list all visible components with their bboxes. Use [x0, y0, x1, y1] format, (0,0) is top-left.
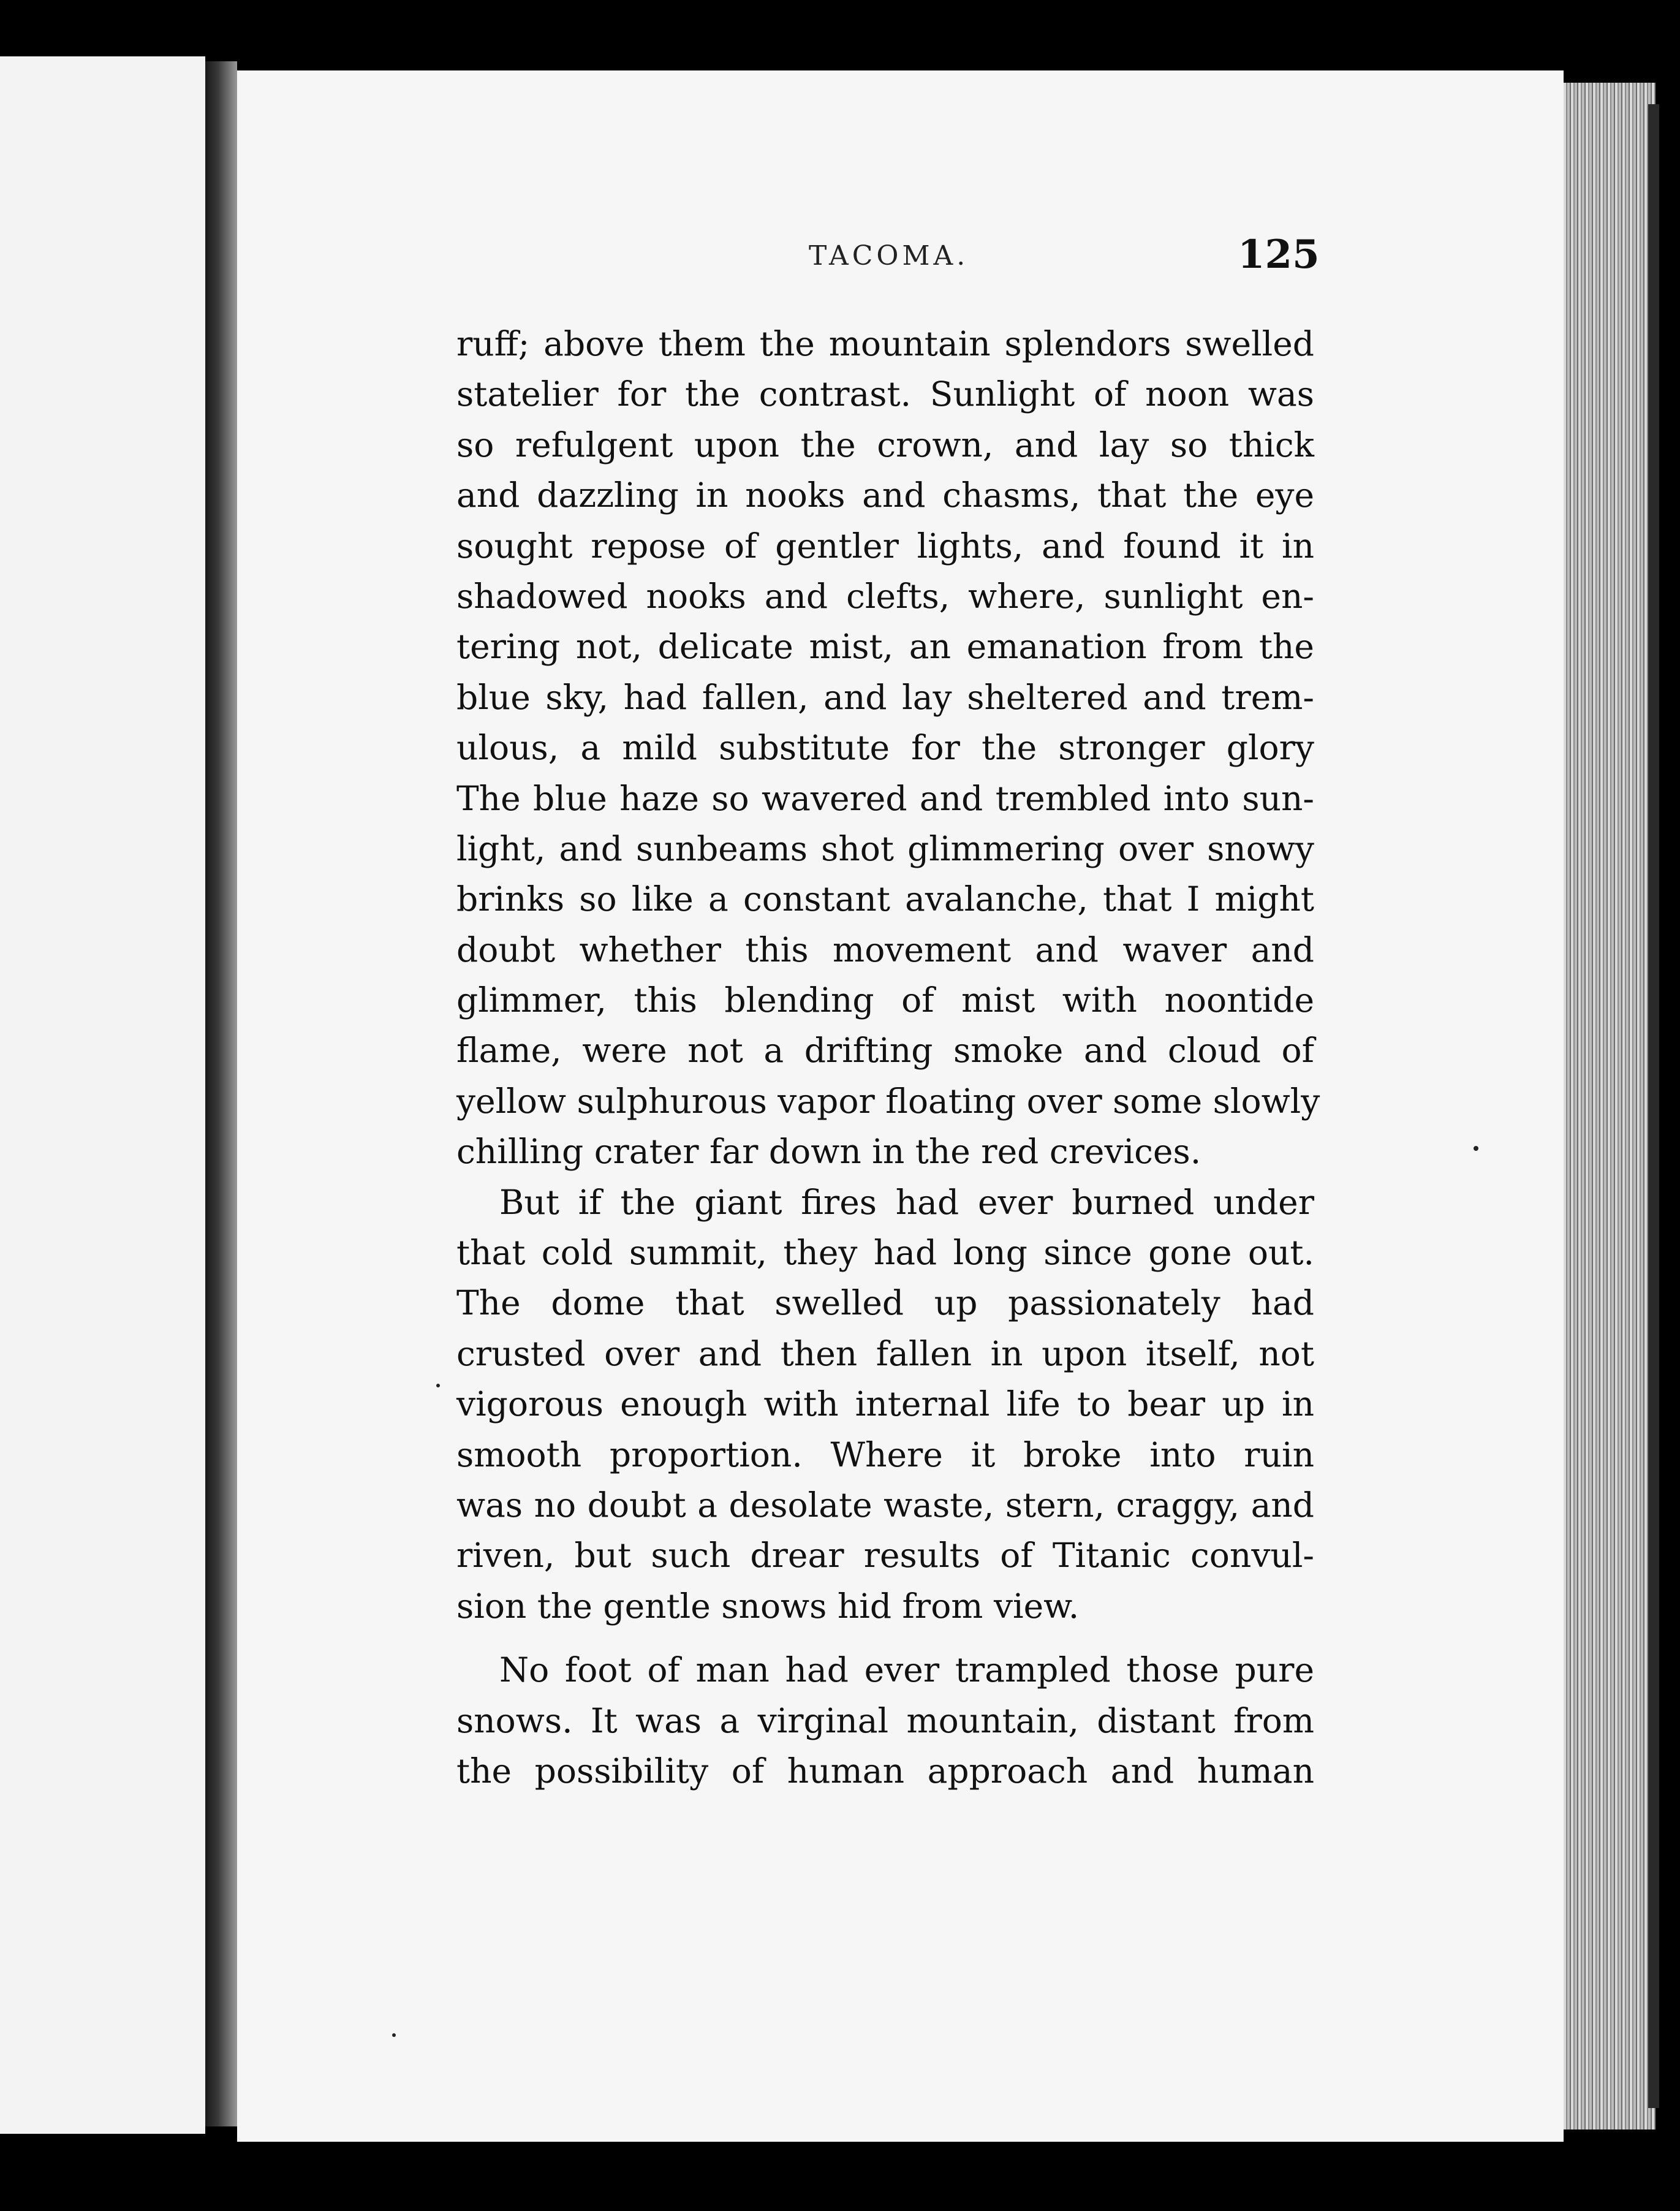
text-line: crusted over and then fallen in upon itself, not [456, 1333, 1314, 1373]
text-line: and dazzling in nooks and chasms, that the eye [456, 476, 1314, 515]
text-line: glimmer, this blending of mist with noontide [456, 980, 1314, 1020]
scan-speck [436, 1384, 440, 1387]
scan-speck [392, 2033, 396, 2037]
text-line: No foot of man had ever trampled those pure [499, 1650, 1314, 1690]
text-line: blue sky, had fallen, and lay sheltered and trem- [456, 677, 1314, 717]
text-line: statelier for the contrast. Sunlight of noon was [456, 374, 1314, 414]
text-line: flame, were not a drifting smoke and cloud of [456, 1031, 1314, 1071]
text-line: shadowed nooks and clefts, where, sunlight en- [456, 576, 1314, 616]
scan-speck [1474, 1146, 1478, 1151]
left-facing-page [0, 56, 205, 2134]
text-line: sought repose of gentler lights, and found it in [456, 526, 1314, 566]
text-line: ruff; above them the mountain splendors swelled [456, 324, 1314, 363]
text-line: The dome that swelled up passionately had [456, 1283, 1314, 1323]
page-edges-shadow [1648, 104, 1659, 2108]
page-number: 125 [1238, 232, 1320, 278]
text-line: brinks so like a constant avalanche, that I might [456, 879, 1314, 919]
body-text [456, 319, 1320, 1796]
text-line: But if the giant fires had ever burned under [499, 1182, 1314, 1222]
paragraph [456, 1177, 1314, 1632]
paragraph-gap [456, 1631, 1314, 1645]
text-line: was no doubt a desolate waste, stern, craggy, and [456, 1485, 1314, 1525]
text-line: that cold summit, they had long since gone out. [456, 1233, 1314, 1273]
running-head: TACOMA. [809, 240, 969, 271]
text-line: light, and sunbeams shot glimmering over snowy [456, 829, 1314, 868]
text-line: smooth proportion. Where it broke into ruin [456, 1435, 1314, 1474]
text-line: The blue haze so wavered and trembled into sun- [456, 778, 1314, 818]
text-line: so refulgent upon the crown, and lay so thick [456, 425, 1314, 465]
text-line: tering not, delicate mist, an emanation from the [456, 627, 1314, 667]
text-line: snows. It was a virginal mountain, distant from [456, 1701, 1314, 1740]
book-gutter [205, 61, 237, 2126]
text-line: riven, but such drear results of Titanic convul- [456, 1536, 1314, 1576]
text-line: sion the gentle snows hid from view. [456, 1586, 1080, 1626]
text-line: ulous, a mild substitute for the stronger glory [456, 728, 1314, 768]
page-edges [1564, 83, 1655, 2129]
paragraph [456, 1645, 1314, 1796]
text-line: doubt whether this movement and waver and [456, 930, 1314, 969]
text-line: chilling crater far down in the red crevices. [456, 1132, 1201, 1172]
text-line: the possibility of human approach and human [456, 1751, 1314, 1791]
text-line: vigorous enough with internal life to bear up in [456, 1384, 1314, 1424]
text-line: yellow sulphurous vapor floating over some slowly [456, 1081, 1320, 1121]
paragraph [456, 319, 1320, 1177]
